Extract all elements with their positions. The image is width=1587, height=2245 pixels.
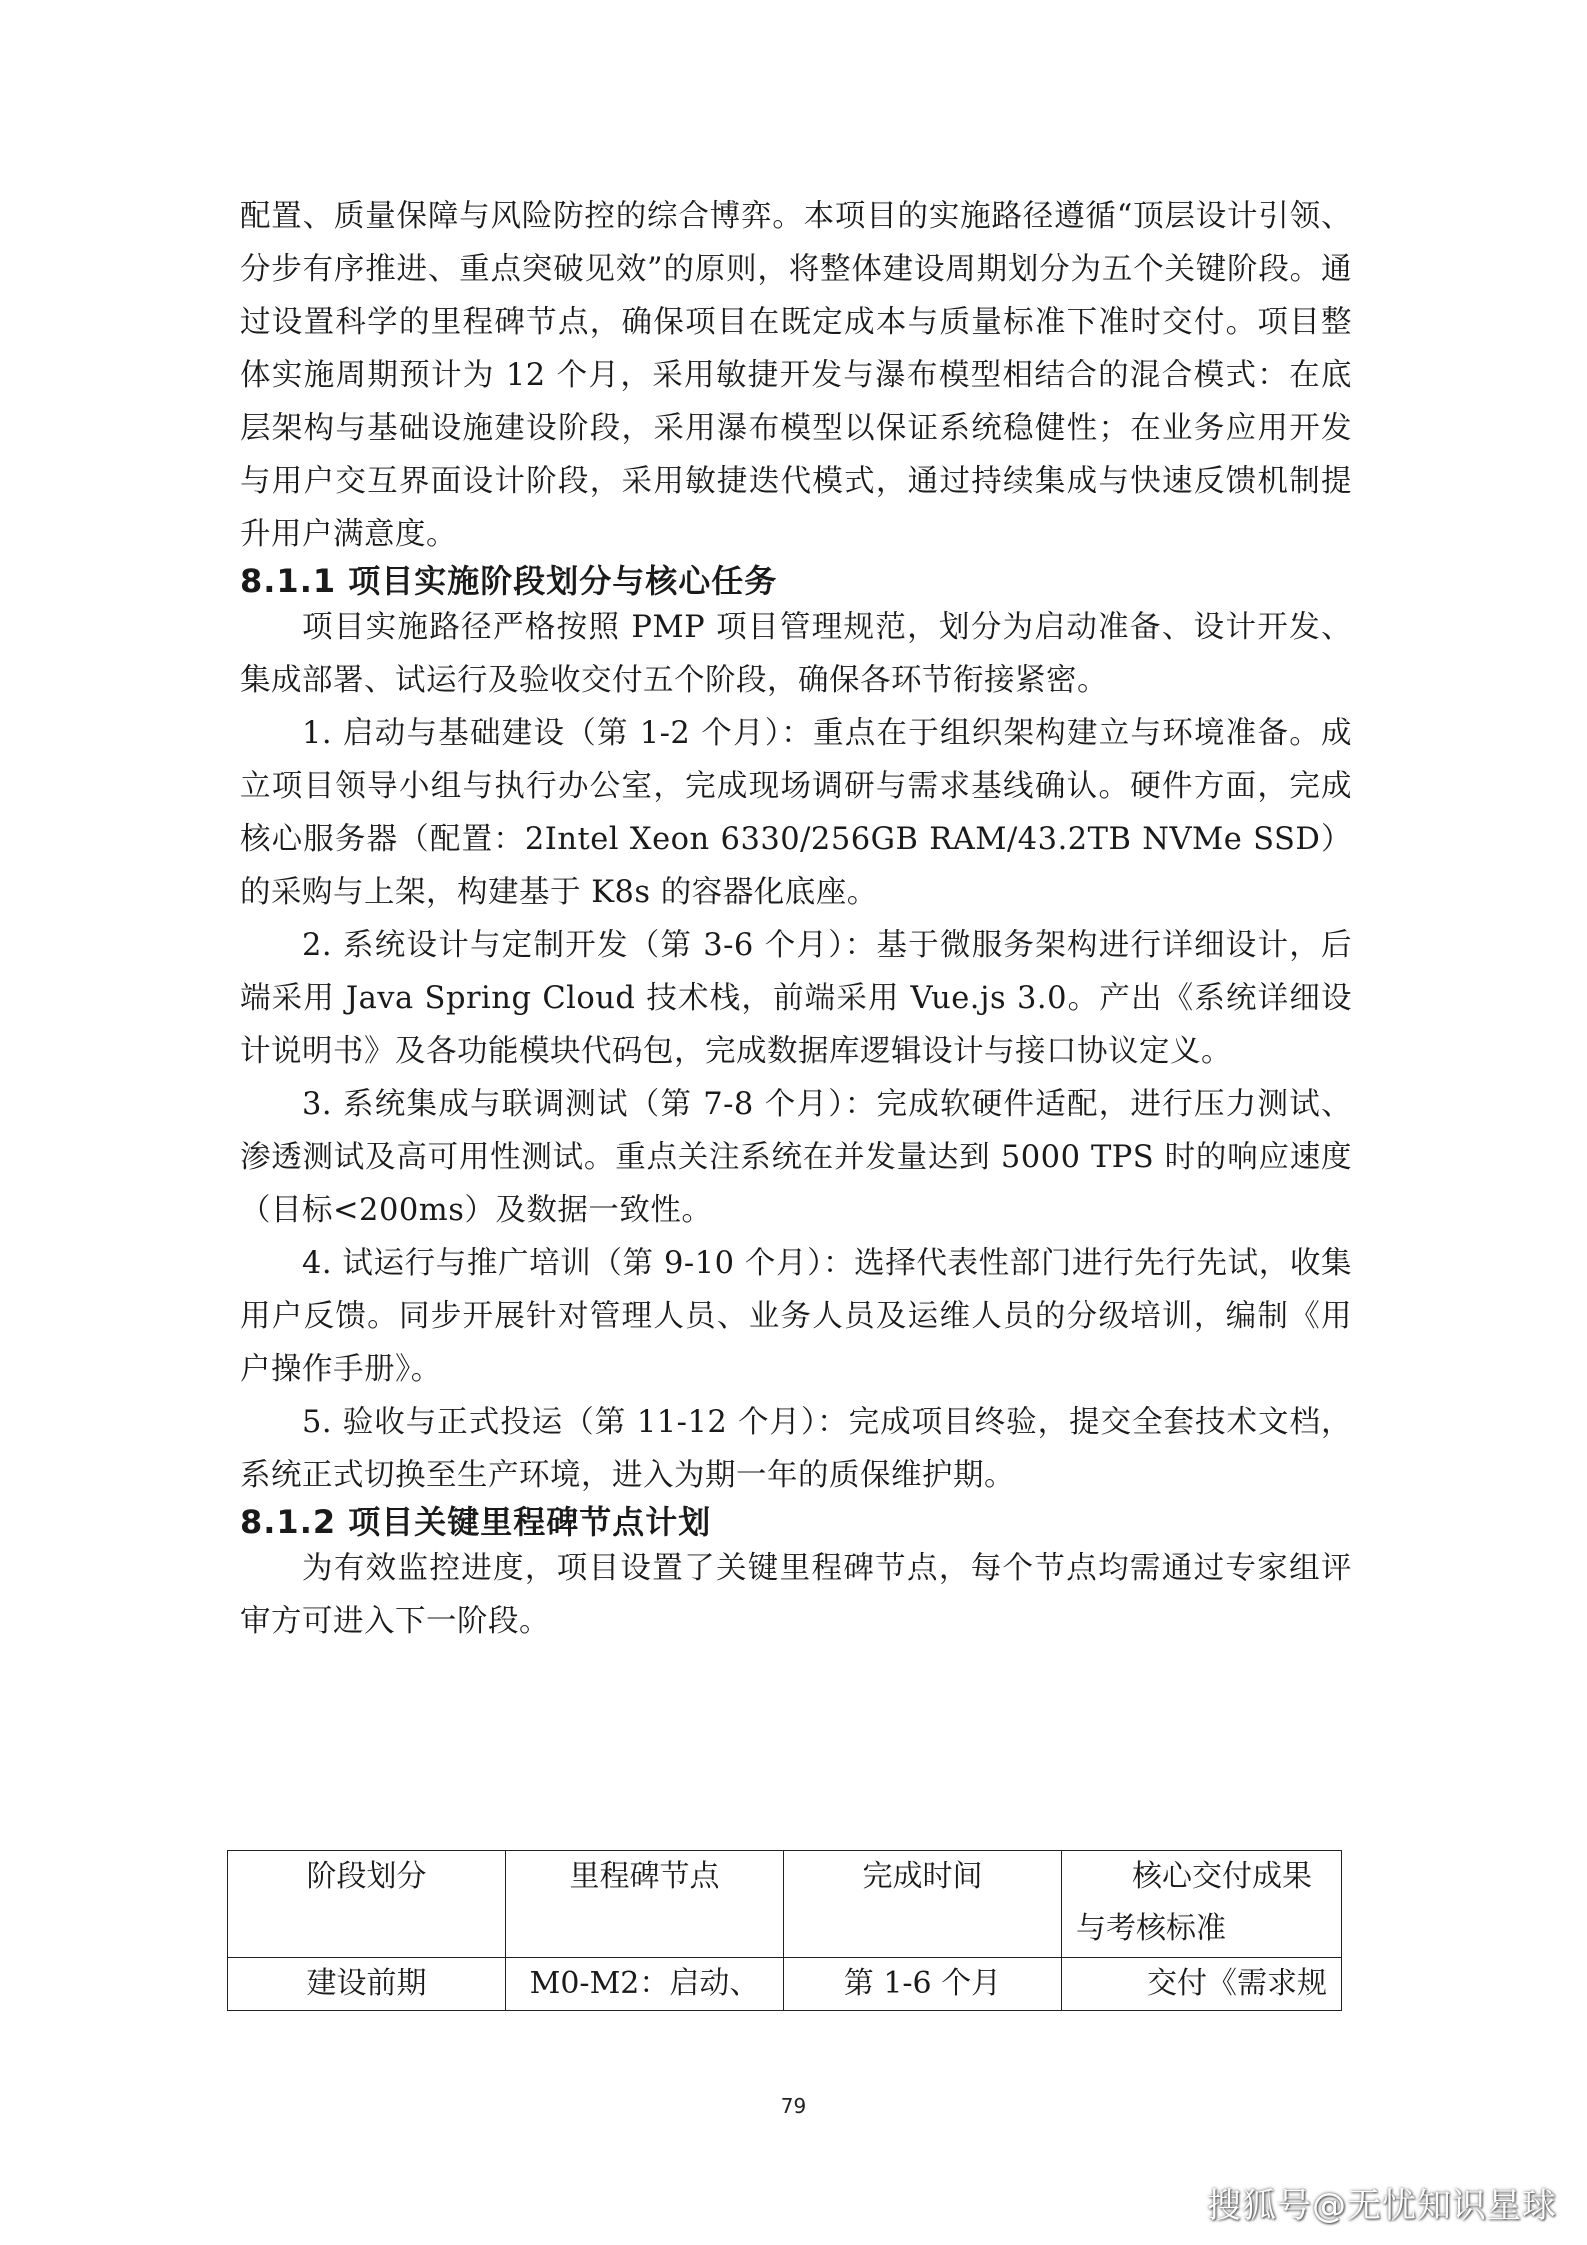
header-deliverables-line2: 与考核标准 — [1076, 1911, 1226, 1946]
header-completion-time: 完成时间 — [784, 1851, 1062, 1958]
cell-milestone: M0-M2：启动、 — [506, 1958, 784, 2011]
watermark: 搜狐号@无忧知识星球 — [1207, 2186, 1557, 2226]
header-phase: 阶段划分 — [228, 1851, 506, 1958]
table-row — [228, 1958, 1342, 2011]
section-2-intro: 为有效监控进度，项目设置了关键里程碑节点，每个节点均需通过专家组评审方可进入下一阶段。 — [240, 1551, 1352, 1639]
section-heading-8-1-1: 8.1.1 项目实施阶段划分与核心任务 — [240, 562, 778, 600]
milestone-table — [227, 1850, 1342, 2011]
cell-completion-time: 第 1-6 个月 — [784, 1958, 1062, 2011]
intro-paragraph: 配置、质量保障与风险防控的综合博弈。本项目的实施路径遵循“顶层设计引领、分步有序推进、重点突破见效”的原则，将整体建设周期划分为五个关键阶段。通过设置科学的里程碑节点，确保项目在既定成本与质量标准下准时交付。项目整体实施周期预计为 12 个月，采用敏捷开发与瀑布模型相结合的混合模式：在底层架构与基础设施建设阶段，采用瀑布模型以保证系统稳健性；在业务应用开发与用户交互界面设计阶段，采用敏捷迭代模式，通过持续集成与快速反馈机制提升用户满意度。 — [240, 199, 1352, 552]
section-heading-8-1-2: 8.1.2 项目关键里程碑节点计划 — [240, 1503, 712, 1541]
cell-deliverables: 交付《需求规 — [1062, 1958, 1342, 2011]
phase-item-2: 2. 系统设计与定制开发（第 3-6 个月）：基于微服务架构进行详细设计，后端采用 Java Spring Cloud 技术栈，前端采用 Vue.js 3.0。产出《系统详细设计说明书》及各功能模块代码包，完成数据库逻辑设计与接口协议定义。 — [240, 928, 1352, 1069]
header-deliverables — [1062, 1851, 1342, 1958]
table-header-row — [228, 1851, 1342, 1958]
header-deliverables-line1: 核心交付成果 — [1132, 1859, 1312, 1894]
page-number: 79 — [780, 2094, 807, 2118]
document-page — [240, 190, 1352, 1648]
phase-item-4: 4. 试运行与推广培训（第 9-10 个月）：选择代表性部门进行先行先试，收集用户反馈。同步开展针对管理人员、业务人员及运维人员的分级培训，编制《用户操作手册》。 — [240, 1246, 1352, 1387]
section-1-intro: 项目实施路径严格按照 PMP 项目管理规范，划分为启动准备、设计开发、集成部署、试运行及验收交付五个阶段，确保各环节衔接紧密。 — [240, 610, 1352, 698]
header-milestone: 里程碑节点 — [506, 1851, 784, 1958]
cell-phase: 建设前期 — [228, 1958, 506, 2011]
phase-item-5: 5. 验收与正式投运（第 11-12 个月）：完成项目终验，提交全套技术文档，系统正式切换至生产环境，进入为期一年的质保维护期。 — [240, 1405, 1352, 1493]
phase-item-1: 1. 启动与基础建设（第 1-2 个月）：重点在于组织架构建立与环境准备。成立项目领导小组与执行办公室，完成现场调研与需求基线确认。硬件方面，完成核心服务器（配置：2Intel Xeon 6330/256GB RAM/43.2TB NVMe SSD）的采购与上架，构建基于 K8s 的容器化底座。 — [240, 716, 1352, 910]
phase-item-3: 3. 系统集成与联调测试（第 7-8 个月）：完成软硬件适配，进行压力测试、渗透测试及高可用性测试。重点关注系统在并发量达到 5000 TPS 时的响应速度（目标<200ms）及数据一致性。 — [240, 1087, 1352, 1228]
